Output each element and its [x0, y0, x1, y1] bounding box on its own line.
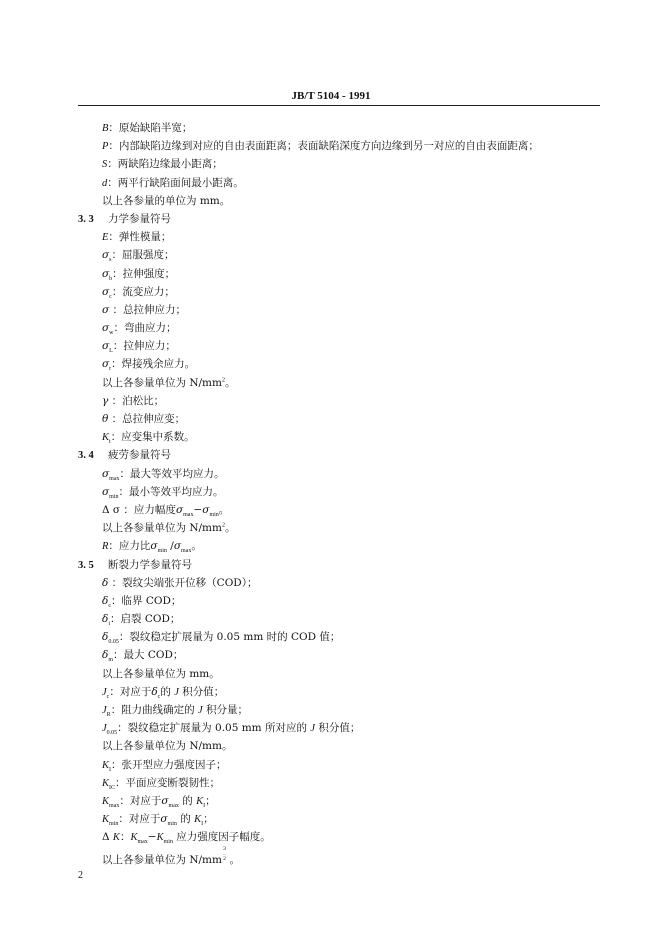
definition-line — [78, 465, 600, 483]
definition-line — [78, 610, 600, 628]
definition-line — [78, 155, 600, 173]
symbol-subscript: min — [109, 493, 119, 500]
definition-line — [78, 719, 600, 737]
line-text: 积分值； — [178, 685, 225, 698]
section-heading — [78, 446, 600, 464]
symbol: K — [102, 432, 110, 444]
definition-line — [78, 501, 600, 519]
symbol: σ — [173, 540, 181, 553]
line-text: ：两平行缺陷面间最小距离。 — [107, 176, 244, 189]
definition-line — [78, 392, 600, 410]
definition-line — [78, 337, 600, 355]
definition-line — [78, 592, 600, 610]
line-text: ：拉伸应力； — [112, 340, 176, 353]
section-title: 疲劳参量符号 — [108, 449, 171, 462]
definition-line — [78, 355, 600, 373]
definition-line — [78, 519, 600, 537]
symbol: σ — [102, 485, 110, 498]
line-text: ：最小等效平均应力。 — [118, 485, 224, 498]
symbol: J — [310, 723, 315, 735]
definition-line — [78, 646, 600, 664]
symbol-subscript: c — [109, 293, 112, 300]
symbol: θ — [102, 413, 109, 425]
symbol-subscript: t — [109, 439, 111, 446]
symbol: P — [102, 141, 109, 153]
line-text: ：裂纹稳定扩展量为 0.05 mm 所对应的 — [117, 722, 311, 735]
line-text: 以上各参量单位为 mm。 — [102, 667, 220, 680]
line-text: ：对应于 — [109, 685, 152, 698]
line-text: 应力强度因子幅度。 — [172, 831, 271, 844]
line-text: ：裂纹稳定扩展量为 0.05 mm 时的 COD 值； — [118, 631, 341, 644]
symbol-subscript: min — [157, 548, 167, 555]
symbol-subscript: m — [108, 657, 113, 664]
line-text: ：临界 COD； — [111, 594, 182, 607]
line-text: 。 — [224, 376, 236, 389]
definition-line — [78, 228, 600, 246]
definition-line — [78, 246, 600, 264]
symbol: σ — [161, 794, 169, 807]
definition-line — [78, 428, 600, 446]
line-text: 的 — [160, 685, 175, 698]
definition-line — [78, 810, 600, 828]
symbol: σ — [160, 813, 168, 826]
line-text: ：总拉伸应力； — [109, 303, 187, 316]
line-text: ：两缺陷边缘最小距离； — [107, 158, 223, 171]
symbol: δ — [151, 685, 158, 698]
symbol: S — [102, 159, 108, 171]
symbol-subscript: I — [203, 803, 206, 810]
symbol: K — [102, 777, 110, 789]
line-text: ：泊松比； — [108, 394, 165, 407]
definition-line — [78, 301, 600, 319]
line-text: ：裂纹尖端张开位移（COD）； — [108, 576, 258, 589]
definition-line — [78, 374, 600, 392]
fraction-bar: — — [223, 851, 227, 856]
symbol: σ — [102, 303, 110, 316]
symbol-subscript: min — [209, 512, 219, 519]
line-text: ：张开型应力强度因子； — [111, 758, 227, 771]
line-text: 的 — [178, 794, 197, 807]
symbol: K — [196, 795, 204, 807]
section-title: 力学参量符号 — [108, 212, 171, 225]
line-text: 以上各参量单位为 N/mm — [102, 853, 222, 866]
line-text: 。 — [191, 540, 202, 553]
line-text: ：屈服强度； — [111, 249, 175, 262]
symbol-subscript: I — [109, 766, 112, 773]
symbol: K — [112, 832, 120, 844]
header-rule — [78, 105, 600, 106]
symbol-subscript: max — [109, 475, 120, 482]
page-number: 2 — [78, 870, 83, 881]
definition-line — [78, 828, 600, 846]
definition-line — [78, 410, 600, 428]
definition-line — [78, 137, 600, 155]
symbol-subscript: i — [108, 621, 110, 628]
symbol-subscript: max — [183, 512, 194, 519]
line-text: ：应力比 — [108, 540, 151, 553]
symbol: σ — [102, 467, 110, 480]
symbol: σ — [150, 540, 158, 553]
section-number: 3. 4 — [78, 450, 94, 462]
symbol: K — [102, 759, 110, 771]
symbol: δ — [102, 649, 109, 662]
line-text: ：最大等效平均应力。 — [119, 467, 225, 480]
symbol-subscript: b — [109, 275, 113, 282]
symbol-subscript: IC — [109, 784, 116, 791]
line-text: ：焊接残余应力。 — [111, 358, 196, 371]
symbol: K — [102, 795, 110, 807]
line-text: − — [147, 831, 157, 844]
symbol: δ — [102, 594, 109, 607]
fraction-denominator: 2 — [222, 855, 227, 862]
line-text: ； — [203, 813, 214, 826]
definition-line — [78, 265, 600, 283]
line-text: 。 — [226, 853, 241, 866]
symbol: σ — [102, 285, 110, 298]
symbol-subscript: 0.05 — [106, 730, 118, 737]
definition-line — [78, 192, 600, 210]
definition-line — [78, 683, 600, 701]
symbol: K — [194, 814, 202, 826]
line-text: ：平面应变断裂韧性； — [115, 776, 221, 789]
definition-line — [78, 537, 600, 555]
line-text: 以上各参量单位为 N/mm — [102, 522, 222, 535]
definition-line — [78, 628, 600, 646]
symbol: δ — [102, 576, 109, 589]
symbol-subscript: c — [106, 693, 110, 700]
definition-line — [78, 774, 600, 792]
definition-line — [78, 283, 600, 301]
symbol-subscript: L — [109, 348, 113, 355]
symbol-subscript: c — [108, 602, 111, 609]
unit-exponent: 2 — [221, 522, 225, 529]
definition-line — [78, 665, 600, 683]
symbol: J — [174, 686, 179, 698]
fraction-numerator: 3 — [222, 845, 227, 852]
symbol: J — [198, 705, 203, 716]
symbol-subscript: I — [201, 821, 204, 828]
symbol-subscript: c — [157, 693, 161, 700]
symbol: K — [156, 832, 164, 844]
symbol: J — [102, 723, 107, 735]
line-text: ：拉伸强度； — [112, 267, 176, 280]
symbol-subscript: w — [109, 330, 114, 337]
symbol: δ — [102, 631, 109, 644]
section-title: 断裂力学参量符号 — [108, 558, 192, 571]
symbol: B — [102, 123, 109, 134]
symbol: σ — [202, 503, 210, 516]
section-number: 3. 3 — [78, 213, 94, 225]
symbol-subscript: min — [163, 839, 173, 846]
line-text: ：弯曲应力； — [113, 322, 177, 335]
definition-line — [78, 119, 600, 137]
definition-line — [78, 737, 600, 755]
line-text: 的 — [176, 813, 195, 826]
definition-line — [78, 792, 600, 810]
definition-line — [78, 483, 600, 501]
page-header: JB/T 5104 - 1991 — [291, 90, 371, 102]
symbol-subscript: 0.05 — [108, 639, 119, 646]
line-text: ：应变集中系数。 — [110, 431, 195, 444]
line-text: 以上各参量单位为 N/mm — [102, 376, 222, 389]
line-text: 。 — [224, 522, 236, 535]
document-body — [78, 119, 600, 865]
line-text: Δ σ ：应力幅度 — [102, 503, 176, 516]
definition-line — [78, 756, 600, 774]
line-text: ：对应于 — [118, 813, 161, 826]
line-text: ：内部缺陷边缘到对应的自由表面距离；表面缺陷深度方向边缘到另一对应的自由表面距离； — [108, 140, 539, 153]
symbol: σ — [102, 249, 110, 262]
symbol: σ — [175, 503, 184, 516]
line-text: ： — [119, 831, 131, 844]
unit-exponent: 2 — [221, 377, 225, 384]
symbol: σ — [102, 267, 110, 280]
symbol-subscript: max — [168, 803, 179, 810]
definition-line — [78, 701, 600, 719]
section-heading — [78, 210, 600, 228]
symbol-subscript: max — [137, 839, 148, 846]
symbol: K — [102, 814, 110, 826]
line-text: ； — [205, 794, 216, 807]
symbol: E — [102, 232, 109, 244]
line-text: ：启裂 COD； — [110, 613, 181, 626]
definition-line — [78, 847, 600, 865]
symbol-subscript: min — [109, 821, 119, 828]
line-text: ：总拉伸应变； — [108, 413, 186, 425]
section-heading — [78, 556, 600, 574]
symbol: K — [130, 832, 138, 844]
symbol: δ — [102, 613, 109, 626]
definition-line — [78, 319, 600, 337]
line-text: ：流变应力； — [111, 285, 175, 298]
symbol: J — [102, 705, 107, 716]
line-text: ：阻力曲线确定的 — [110, 704, 199, 716]
line-text: ：原始缺陷半宽； — [108, 122, 193, 134]
symbol: R — [102, 541, 109, 553]
symbol: σ — [102, 322, 110, 335]
symbol-subscript: r — [109, 366, 112, 373]
symbol: d — [102, 177, 108, 189]
line-text: 以上各参量单位为 N/mm。 — [102, 740, 233, 753]
line-text: 积分量； — [202, 704, 249, 716]
definition-line — [78, 574, 600, 592]
line-text: 以上各参量的单位为 mm。 — [102, 194, 231, 207]
symbol-subscript: max — [181, 548, 192, 555]
line-text: ：弹性模量； — [108, 231, 172, 244]
line-text: 积分值； — [315, 722, 361, 735]
line-text: − — [193, 503, 203, 516]
section-number: 3. 5 — [78, 559, 94, 571]
line-text: 。 — [218, 503, 230, 516]
line-text: / — [166, 540, 174, 553]
symbol: γ — [102, 394, 109, 407]
line-text: ：最大 COD； — [113, 649, 184, 662]
symbol: σ — [102, 340, 110, 353]
symbol-subscript: R — [106, 712, 111, 719]
symbol: J — [102, 686, 107, 698]
line-text: ：对应于 — [119, 794, 162, 807]
definition-line — [78, 174, 600, 192]
symbol: σ — [102, 358, 110, 371]
symbol-subscript: min — [167, 821, 177, 828]
symbol-subscript: s — [109, 257, 112, 264]
symbol-subscript: max — [109, 803, 120, 810]
line-text: Δ — [102, 831, 113, 844]
